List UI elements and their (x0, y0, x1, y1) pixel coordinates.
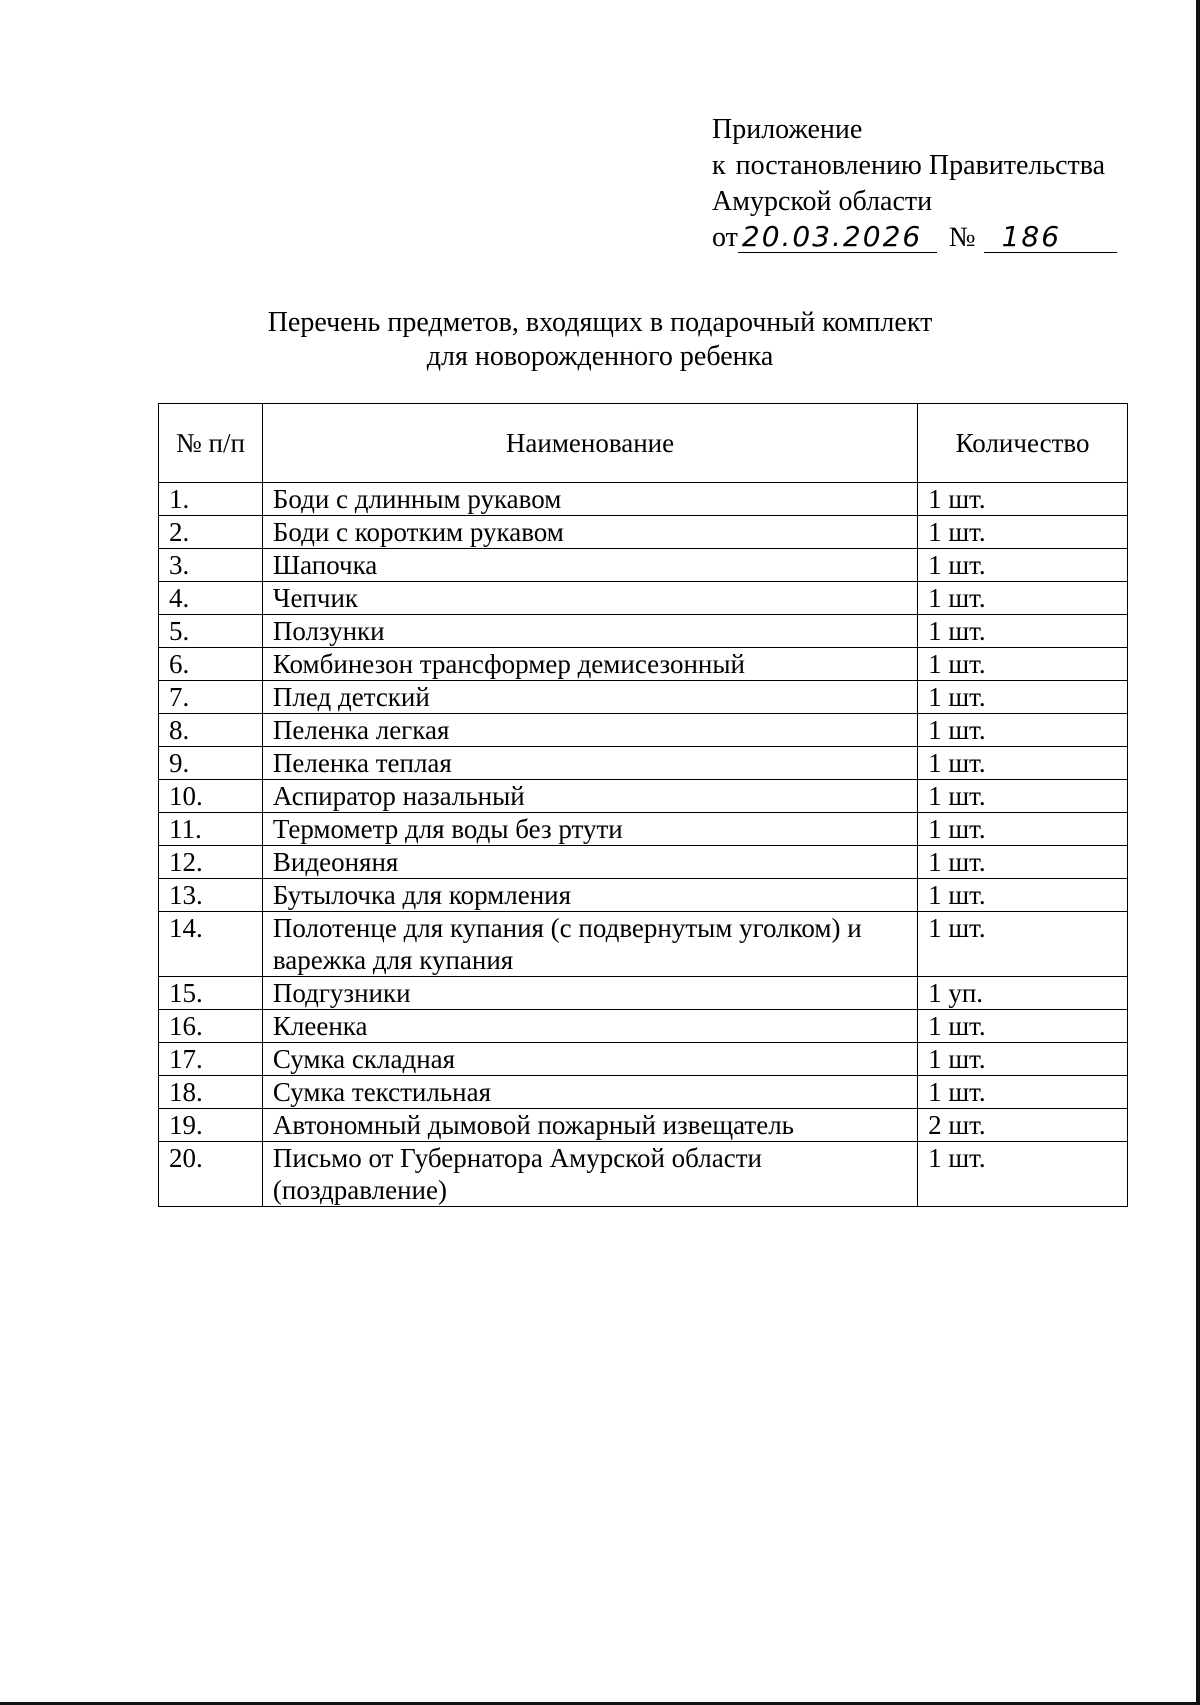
row-name: Сумка складная (262, 1043, 917, 1076)
row-number: 12. (159, 846, 263, 879)
row-number: 8. (159, 714, 263, 747)
header-number: № п/п (159, 404, 263, 483)
row-name: Бутылочка для кормления (262, 879, 917, 912)
table-row (159, 681, 1128, 714)
date-prefix: от (712, 222, 738, 253)
row-quantity: 1 шт. (918, 648, 1128, 681)
row-number: 18. (159, 1076, 263, 1109)
row-quantity: 1 шт. (918, 582, 1128, 615)
row-number: 16. (159, 1010, 263, 1043)
row-name: Ползунки (262, 615, 917, 648)
appendix-prefix: к (712, 150, 726, 181)
header-quantity: Количество (918, 404, 1128, 483)
appendix-header (712, 112, 1117, 256)
scan-border-right (1196, 0, 1200, 1705)
row-name: Термометр для воды без ртути (262, 813, 917, 846)
row-number: 1. (159, 483, 263, 516)
row-name: Подгузники (262, 977, 917, 1010)
table-row (159, 549, 1128, 582)
row-name: Плед детский (262, 681, 917, 714)
row-quantity: 1 шт. (918, 1142, 1128, 1207)
row-quantity: 1 шт. (918, 912, 1128, 977)
table-row (159, 1142, 1128, 1207)
table-row (159, 912, 1128, 977)
row-quantity: 1 шт. (918, 483, 1128, 516)
row-number: 5. (159, 615, 263, 648)
row-name: Пеленка легкая (262, 714, 917, 747)
table-row (159, 977, 1128, 1010)
row-name: Чепчик (262, 582, 917, 615)
row-quantity: 1 шт. (918, 1043, 1128, 1076)
row-name: Пеленка теплая (262, 747, 917, 780)
row-quantity: 1 шт. (918, 714, 1128, 747)
row-name: Автономный дымовой пожарный извещатель (262, 1109, 917, 1142)
table-body (159, 483, 1128, 1207)
row-number: 13. (159, 879, 263, 912)
table-row (159, 516, 1128, 549)
row-quantity: 1 уп. (918, 977, 1128, 1010)
row-name: Шапочка (262, 549, 917, 582)
row-number: 2. (159, 516, 263, 549)
row-number: 20. (159, 1142, 263, 1207)
row-name: Письмо от Губернатора Амурской области (поздравление) (262, 1142, 917, 1207)
row-quantity: 1 шт. (918, 681, 1128, 714)
table-row (159, 1076, 1128, 1109)
row-quantity: 2 шт. (918, 1109, 1128, 1142)
row-number: 11. (159, 813, 263, 846)
row-name: Видеоняня (262, 846, 917, 879)
header-name: Наименование (262, 404, 917, 483)
row-name: Сумка текстильная (262, 1076, 917, 1109)
appendix-title: Приложение (712, 114, 863, 145)
appendix-resolution-text: постановлению Правительства (735, 150, 1106, 181)
table-row (159, 1010, 1128, 1043)
items-table (158, 403, 1128, 1207)
row-number: 15. (159, 977, 263, 1010)
row-quantity: 1 шт. (918, 549, 1128, 582)
row-quantity: 1 шт. (918, 747, 1128, 780)
row-quantity: 1 шт. (918, 879, 1128, 912)
row-name: Полотенце для купания (с подвернутым уголком) и варежка для купания (262, 912, 917, 977)
row-number: 7. (159, 681, 263, 714)
table-row (159, 780, 1128, 813)
table-row (159, 747, 1128, 780)
table-row (159, 483, 1128, 516)
table-row (159, 1109, 1128, 1142)
row-number: 17. (159, 1043, 263, 1076)
row-quantity: 1 шт. (918, 1010, 1128, 1043)
row-name: Клеенка (262, 1010, 917, 1043)
handwritten-number: 186 (984, 222, 1117, 253)
handwritten-date: 20.03.2026 (738, 222, 937, 253)
title-line-1: Перечень предметов, входящих в подарочный комплект (267, 307, 933, 338)
table-row (159, 615, 1128, 648)
appendix-region: Амурской области (712, 186, 933, 217)
row-quantity: 1 шт. (918, 780, 1128, 813)
table-header-row (159, 404, 1128, 483)
title-line-2: для новорожденного ребенка (426, 341, 774, 372)
row-number: 6. (159, 648, 263, 681)
appendix-resolution-line (712, 148, 1117, 184)
row-quantity: 1 шт. (918, 813, 1128, 846)
row-quantity: 1 шт. (918, 516, 1128, 549)
table-row (159, 582, 1128, 615)
table-row (159, 648, 1128, 681)
row-quantity: 1 шт. (918, 846, 1128, 879)
row-name: Боди с длинным рукавом (262, 483, 917, 516)
row-number: 3. (159, 549, 263, 582)
table-row (159, 846, 1128, 879)
row-number: 19. (159, 1109, 263, 1142)
row-number: 9. (159, 747, 263, 780)
row-number: 14. (159, 912, 263, 977)
row-number: 4. (159, 582, 263, 615)
table-row (159, 714, 1128, 747)
row-name: Боди с коротким рукавом (262, 516, 917, 549)
row-quantity: 1 шт. (918, 1076, 1128, 1109)
document-title (0, 306, 1200, 374)
row-quantity: 1 шт. (918, 615, 1128, 648)
table-row (159, 879, 1128, 912)
table-row (159, 813, 1128, 846)
row-number: 10. (159, 780, 263, 813)
row-name: Аспиратор назальный (262, 780, 917, 813)
table-row (159, 1043, 1128, 1076)
appendix-date-number-line (712, 220, 1117, 256)
row-name: Комбинезон трансформер демисезонный (262, 648, 917, 681)
number-label: № (948, 222, 976, 253)
